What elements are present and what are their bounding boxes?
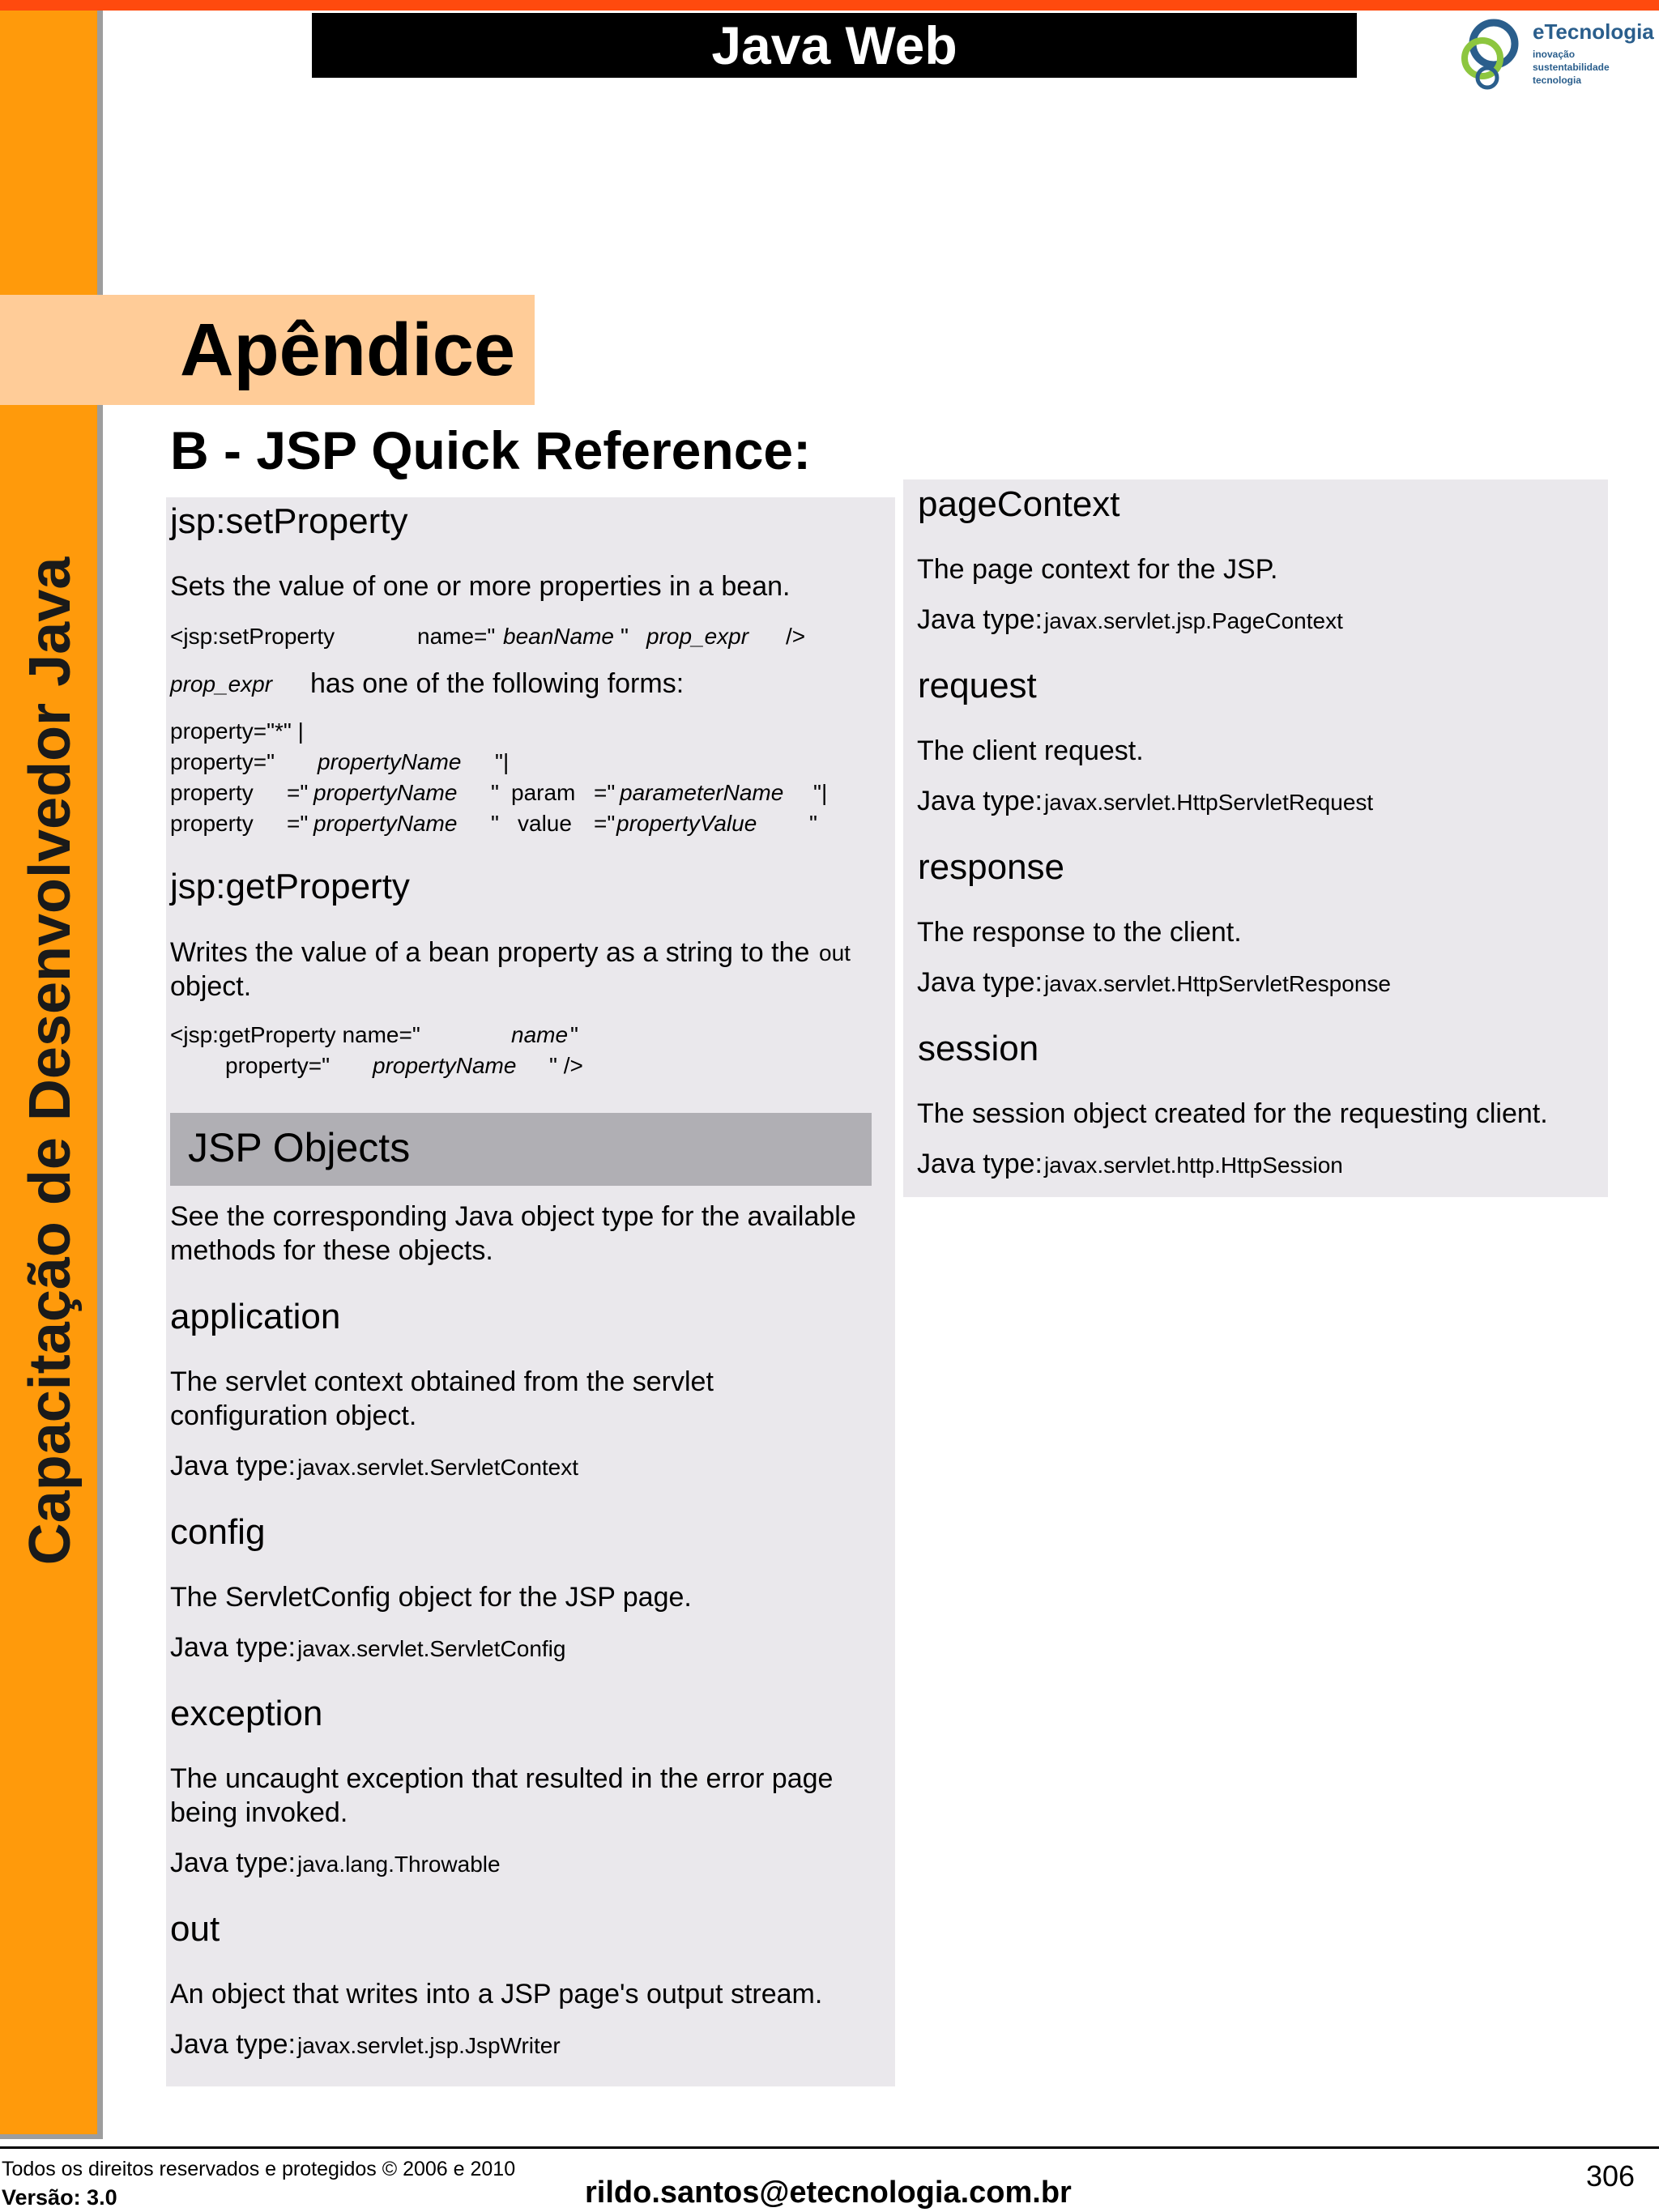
setproperty-desc: Sets the value of one or more properties in a bean. — [170, 571, 791, 602]
setproperty-form-4-propertyvalue: propertyValue — [616, 811, 757, 836]
setproperty-form-4-value: value — [518, 811, 572, 836]
object-application-desc-line1: The servlet context obtained from the servlet — [170, 1366, 714, 1397]
setproperty-syntax-name: name=" — [417, 624, 496, 649]
logo-tagline-3: tecnologia — [1533, 75, 1582, 86]
getproperty-syntax-propertyname: propertyName — [373, 1053, 517, 1078]
setproperty-syntax-close: /> — [786, 624, 806, 649]
footer-divider — [0, 2146, 1659, 2149]
object-exception-desc-line2: being invoked. — [170, 1797, 348, 1828]
object-session-desc: The session object created for the requesting client. — [917, 1098, 1548, 1129]
object-session-name: session — [918, 1029, 1039, 1068]
setproperty-form-4-quote: " — [491, 811, 499, 836]
setproperty-form-3-quote: " — [491, 780, 499, 805]
object-session-type-label: Java type: — [917, 1149, 1043, 1179]
object-application-type-label: Java type: — [170, 1451, 296, 1481]
getproperty-syntax-name: name — [511, 1022, 569, 1047]
object-response-desc: The response to the client. — [917, 917, 1242, 948]
object-out-type-label: Java type: — [170, 2029, 296, 2060]
object-application-name: application — [170, 1297, 341, 1336]
setproperty-form-2-prefix: property=" — [170, 749, 275, 774]
setproperty-form-3-property: property — [170, 780, 254, 805]
object-config-type: javax.servlet.ServletConfig — [297, 1636, 566, 1661]
top-accent-bar — [0, 0, 1659, 11]
object-request-name: request — [918, 666, 1037, 705]
getproperty-desc-line2: object. — [170, 971, 252, 1002]
setproperty-form-3-propertyname: propertyName — [313, 780, 458, 805]
setproperty-syntax-propexpr: prop_expr — [646, 624, 749, 649]
setproperty-forms-label: has one of the following forms: — [310, 668, 684, 699]
jsp-objects-heading: JSP Objects — [188, 1125, 411, 1170]
header-title: Java Web — [312, 13, 1357, 78]
page-heading: B - JSP Quick Reference: — [170, 420, 812, 480]
setproperty-form-4-eq2: =" — [594, 811, 616, 836]
setproperty-form-3-eq2: =" — [594, 780, 616, 805]
object-application-type: javax.servlet.ServletContext — [297, 1455, 579, 1480]
object-exception-name: exception — [170, 1694, 323, 1733]
object-exception-desc-line1: The uncaught exception that resulted in the error page — [170, 1763, 834, 1794]
object-config-desc: The ServletConfig object for the JSP page. — [170, 1582, 692, 1613]
object-out-name: out — [170, 1909, 220, 1949]
setproperty-form-4-eq1: =" — [287, 811, 309, 836]
object-exception-type: java.lang.Throwable — [297, 1852, 501, 1877]
setproperty-form-1: property="*" | — [170, 718, 304, 744]
section-title: Apêndice — [180, 309, 516, 391]
object-request-desc: The client request. — [917, 735, 1144, 766]
object-response-type: javax.servlet.HttpServletResponse — [1044, 971, 1391, 996]
right-panel — [903, 479, 1608, 1197]
setproperty-form-2-suffix: "| — [495, 749, 510, 774]
setproperty-heading: jsp:setProperty — [170, 501, 408, 541]
setproperty-forms-propexpr: prop_expr — [170, 671, 273, 697]
setproperty-form-3-suffix: "| — [813, 780, 828, 805]
sidebar-shadow-bottom — [0, 2134, 103, 2139]
footer-email: rildo.santos@etecnologia.com.br — [585, 2176, 1072, 2210]
object-out-type: javax.servlet.jsp.JspWriter — [297, 2033, 561, 2058]
object-config-name: config — [170, 1512, 266, 1552]
setproperty-form-3-eq1: =" — [287, 780, 309, 805]
jsp-objects-desc-line1: See the corresponding Java object type for the available — [170, 1201, 856, 1232]
object-config-type-label: Java type: — [170, 1632, 296, 1663]
logo-name: eTecnologia — [1533, 19, 1654, 44]
page-number: 306 — [1586, 2159, 1636, 2193]
logo-rings-icon — [1450, 16, 1531, 93]
getproperty-heading: jsp:getProperty — [170, 867, 410, 906]
setproperty-form-3-parametername: parameterName — [620, 780, 784, 805]
setproperty-form-2-propertyname: propertyName — [318, 749, 462, 774]
setproperty-form-4-propertyname: propertyName — [313, 811, 458, 836]
object-pagecontext-type: javax.servlet.jsp.PageContext — [1044, 608, 1343, 633]
footer-version: Versão: 3.0 — [2, 2185, 117, 2210]
setproperty-form-4-property: property — [170, 811, 254, 836]
object-exception-type-label: Java type: — [170, 1848, 296, 1878]
jsp-objects-desc-line2: methods for these objects. — [170, 1235, 493, 1266]
object-pagecontext-type-label: Java type: — [917, 604, 1043, 635]
object-pagecontext-desc: The page context for the JSP. — [917, 554, 1278, 585]
object-request-type: javax.servlet.HttpServletRequest — [1044, 790, 1374, 815]
object-out-desc: An object that writes into a JSP page's output stream. — [170, 1979, 823, 2010]
logo-tagline-1: inovação — [1533, 49, 1576, 60]
object-response-type-label: Java type: — [917, 967, 1043, 998]
sidebar-title: Capacitação de Desenvolvedor Java — [18, 556, 83, 1566]
getproperty-syntax-open: <jsp:getProperty name=" — [170, 1022, 420, 1047]
object-pagecontext-name: pageContext — [918, 484, 1120, 524]
getproperty-syntax-quote: " — [570, 1022, 578, 1047]
logo — [1450, 16, 1659, 93]
logo-tagline-2: sustentabilidade — [1533, 62, 1610, 73]
object-session-type: javax.servlet.http.HttpSession — [1044, 1153, 1343, 1178]
getproperty-desc-line1: Writes the value of a bean property as a string to the — [170, 937, 810, 968]
object-request-type-label: Java type: — [917, 786, 1043, 816]
setproperty-syntax-quote: " — [621, 624, 629, 649]
object-application-desc-line2: configuration object. — [170, 1400, 417, 1431]
getproperty-syntax-property: property=" — [225, 1053, 331, 1078]
setproperty-syntax-open: <jsp:setProperty — [170, 624, 335, 649]
setproperty-form-3-param: param — [511, 780, 576, 805]
getproperty-desc-out: out — [819, 940, 851, 965]
setproperty-form-4-suffix: " — [809, 811, 817, 836]
setproperty-syntax-beanname: beanName — [503, 624, 614, 649]
object-response-name: response — [918, 847, 1065, 887]
footer-rights: Todos os direitos reservados e protegidos © 2006 e 2010 — [2, 2158, 516, 2180]
getproperty-syntax-close: " /> — [549, 1053, 583, 1078]
